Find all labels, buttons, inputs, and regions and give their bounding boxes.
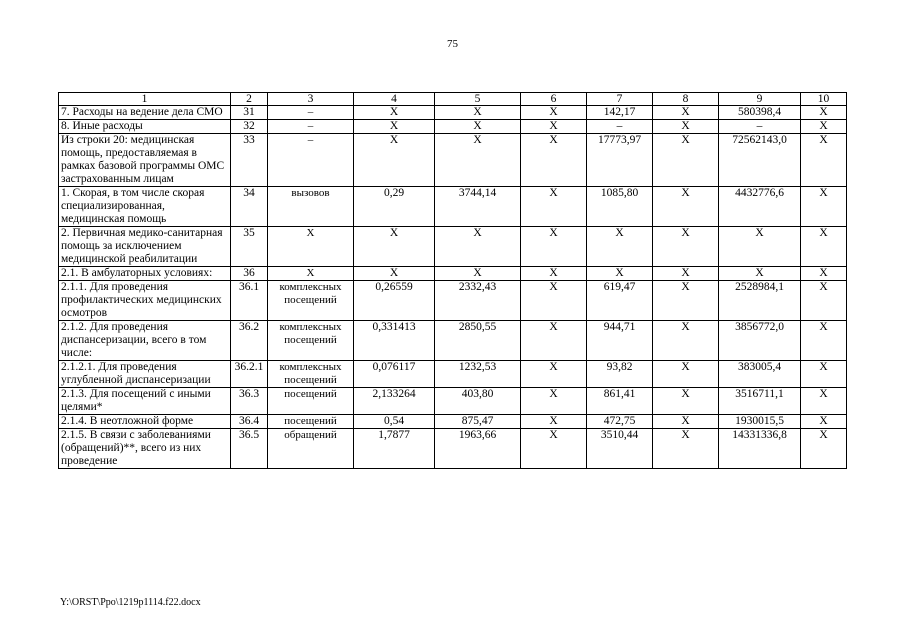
row-label-cell: 2.1.5. В связи с заболеваниями (обращений)**, всего из них проведение — [59, 429, 231, 469]
value-col4-cell: 0,29 — [354, 187, 435, 227]
value-col4-cell: X — [354, 106, 435, 120]
value-col6-cell: X — [521, 361, 587, 388]
unit-cell: – — [268, 120, 354, 134]
value-col8-cell: X — [653, 267, 719, 281]
row-code-cell: 36.1 — [231, 281, 268, 321]
value-col5-cell: 1232,53 — [435, 361, 521, 388]
unit-cell: – — [268, 106, 354, 120]
value-col7-cell: 1085,80 — [587, 187, 653, 227]
value-col10-cell: X — [801, 415, 847, 429]
row-code-cell: 36.2.1 — [231, 361, 268, 388]
value-col8-cell: X — [653, 227, 719, 267]
value-col8-cell: X — [653, 134, 719, 187]
row-code-cell: 36.2 — [231, 321, 268, 361]
row-label-cell: 2.1.2.1. Для проведения углубленной диспансеризации — [59, 361, 231, 388]
value-col7-cell: X — [587, 267, 653, 281]
value-col6-cell: X — [521, 321, 587, 361]
col-header: 8 — [653, 93, 719, 106]
unit-cell: обращений — [268, 429, 354, 469]
table-row — [59, 134, 847, 187]
value-col8-cell: X — [653, 429, 719, 469]
value-col8-cell: X — [653, 281, 719, 321]
table-header-row — [59, 93, 847, 106]
value-col8-cell: X — [653, 106, 719, 120]
value-col10-cell: X — [801, 361, 847, 388]
col-header: 4 — [354, 93, 435, 106]
value-col6-cell: X — [521, 415, 587, 429]
value-col4-cell: 2,133264 — [354, 388, 435, 415]
value-col5-cell: X — [435, 106, 521, 120]
table-row — [59, 120, 847, 134]
row-code-cell: 33 — [231, 134, 268, 187]
value-col5-cell: 2850,55 — [435, 321, 521, 361]
value-col4-cell: 1,7877 — [354, 429, 435, 469]
value-col9-cell: X — [719, 227, 801, 267]
row-label-cell: 1. Скорая, в том числе скорая специализированная, медицинская помощь — [59, 187, 231, 227]
value-col7-cell: 944,71 — [587, 321, 653, 361]
value-col9-cell: X — [719, 267, 801, 281]
value-col4-cell: 0,26559 — [354, 281, 435, 321]
value-col8-cell: X — [653, 361, 719, 388]
unit-cell: комплексных посещений — [268, 321, 354, 361]
row-code-cell: 36.4 — [231, 415, 268, 429]
table-row — [59, 267, 847, 281]
row-code-cell: 35 — [231, 227, 268, 267]
value-col7-cell: 93,82 — [587, 361, 653, 388]
value-col10-cell: X — [801, 321, 847, 361]
value-col7-cell: 3510,44 — [587, 429, 653, 469]
value-col10-cell: X — [801, 267, 847, 281]
unit-cell: посещений — [268, 388, 354, 415]
value-col6-cell: X — [521, 106, 587, 120]
value-col5-cell: X — [435, 267, 521, 281]
col-header: 5 — [435, 93, 521, 106]
table-row — [59, 187, 847, 227]
value-col4-cell: 0,076117 — [354, 361, 435, 388]
value-col4-cell: X — [354, 267, 435, 281]
col-header: 10 — [801, 93, 847, 106]
value-col9-cell: 3516711,1 — [719, 388, 801, 415]
row-label-cell: 8. Иные расходы — [59, 120, 231, 134]
value-col6-cell: X — [521, 134, 587, 187]
value-col8-cell: X — [653, 415, 719, 429]
table-row — [59, 321, 847, 361]
value-col9-cell: 3856772,0 — [719, 321, 801, 361]
value-col9-cell: – — [719, 120, 801, 134]
value-col7-cell: 17773,97 — [587, 134, 653, 187]
row-label-cell: 2.1.2. Для проведения диспансеризации, всего в том числе: — [59, 321, 231, 361]
value-col5-cell: 2332,43 — [435, 281, 521, 321]
row-label-cell: 7. Расходы на ведение дела СМО — [59, 106, 231, 120]
unit-cell: комплексных посещений — [268, 281, 354, 321]
row-label-cell: 2. Первичная медико-санитарная помощь за исключением медицинской реабилитации — [59, 227, 231, 267]
value-col10-cell: X — [801, 187, 847, 227]
value-col10-cell: X — [801, 281, 847, 321]
value-col10-cell: X — [801, 429, 847, 469]
value-col10-cell: X — [801, 106, 847, 120]
value-col9-cell: 72562143,0 — [719, 134, 801, 187]
table-row — [59, 361, 847, 388]
value-col6-cell: X — [521, 281, 587, 321]
col-header: 9 — [719, 93, 801, 106]
table-row — [59, 429, 847, 469]
value-col5-cell: 875,47 — [435, 415, 521, 429]
value-col9-cell: 1930015,5 — [719, 415, 801, 429]
table-row — [59, 227, 847, 267]
col-header: 6 — [521, 93, 587, 106]
value-col5-cell: X — [435, 134, 521, 187]
unit-cell: комплексных посещений — [268, 361, 354, 388]
table-row — [59, 281, 847, 321]
value-col8-cell: X — [653, 120, 719, 134]
value-col9-cell: 580398,4 — [719, 106, 801, 120]
value-col5-cell: 1963,66 — [435, 429, 521, 469]
value-col5-cell: X — [435, 120, 521, 134]
value-col6-cell: X — [521, 388, 587, 415]
unit-cell: – — [268, 134, 354, 187]
value-col6-cell: X — [521, 120, 587, 134]
unit-cell: посещений — [268, 415, 354, 429]
row-code-cell: 36 — [231, 267, 268, 281]
value-col4-cell: 0,331413 — [354, 321, 435, 361]
unit-cell: вызовов — [268, 187, 354, 227]
value-col8-cell: X — [653, 321, 719, 361]
table-row — [59, 388, 847, 415]
unit-cell: X — [268, 267, 354, 281]
value-col7-cell: 619,47 — [587, 281, 653, 321]
value-col5-cell: 403,80 — [435, 388, 521, 415]
value-col9-cell: 14331336,8 — [719, 429, 801, 469]
value-col6-cell: X — [521, 227, 587, 267]
row-label-cell: 2.1.4. В неотложной форме — [59, 415, 231, 429]
row-label-cell: 2.1.3. Для посещений с иными целями* — [59, 388, 231, 415]
col-header: 7 — [587, 93, 653, 106]
row-label-cell: 2.1.1. Для проведения профилактических медицинских осмотров — [59, 281, 231, 321]
value-col6-cell: X — [521, 267, 587, 281]
value-col7-cell: 142,17 — [587, 106, 653, 120]
row-code-cell: 36.5 — [231, 429, 268, 469]
value-col7-cell: X — [587, 227, 653, 267]
unit-cell: X — [268, 227, 354, 267]
value-col10-cell: X — [801, 120, 847, 134]
value-col8-cell: X — [653, 187, 719, 227]
table-row — [59, 415, 847, 429]
document-path: Y:\ORST\Ppo\1219p1114.f22.docx — [60, 597, 201, 608]
value-col4-cell: 0,54 — [354, 415, 435, 429]
col-header: 1 — [59, 93, 231, 106]
row-label-cell: 2.1. В амбулаторных условиях: — [59, 267, 231, 281]
row-code-cell: 31 — [231, 106, 268, 120]
row-label-cell: Из строки 20: медицинская помощь, предоставляемая в рамках базовой программы ОМС застрахованным лицам — [59, 134, 231, 187]
value-col4-cell: X — [354, 120, 435, 134]
value-col8-cell: X — [653, 388, 719, 415]
value-col6-cell: X — [521, 187, 587, 227]
value-col7-cell: 472,75 — [587, 415, 653, 429]
value-col5-cell: X — [435, 227, 521, 267]
value-col7-cell: – — [587, 120, 653, 134]
value-col7-cell: 861,41 — [587, 388, 653, 415]
value-col10-cell: X — [801, 388, 847, 415]
value-col4-cell: X — [354, 227, 435, 267]
value-col6-cell: X — [521, 429, 587, 469]
col-header: 2 — [231, 93, 268, 106]
row-code-cell: 34 — [231, 187, 268, 227]
row-code-cell: 32 — [231, 120, 268, 134]
value-col5-cell: 3744,14 — [435, 187, 521, 227]
table-row — [59, 106, 847, 120]
value-col9-cell: 2528984,1 — [719, 281, 801, 321]
value-col10-cell: X — [801, 134, 847, 187]
value-col9-cell: 4432776,6 — [719, 187, 801, 227]
value-col9-cell: 383005,4 — [719, 361, 801, 388]
data-table — [58, 92, 847, 469]
page-number: 75 — [447, 38, 458, 50]
value-col4-cell: X — [354, 134, 435, 187]
col-header: 3 — [268, 93, 354, 106]
value-col10-cell: X — [801, 227, 847, 267]
row-code-cell: 36.3 — [231, 388, 268, 415]
